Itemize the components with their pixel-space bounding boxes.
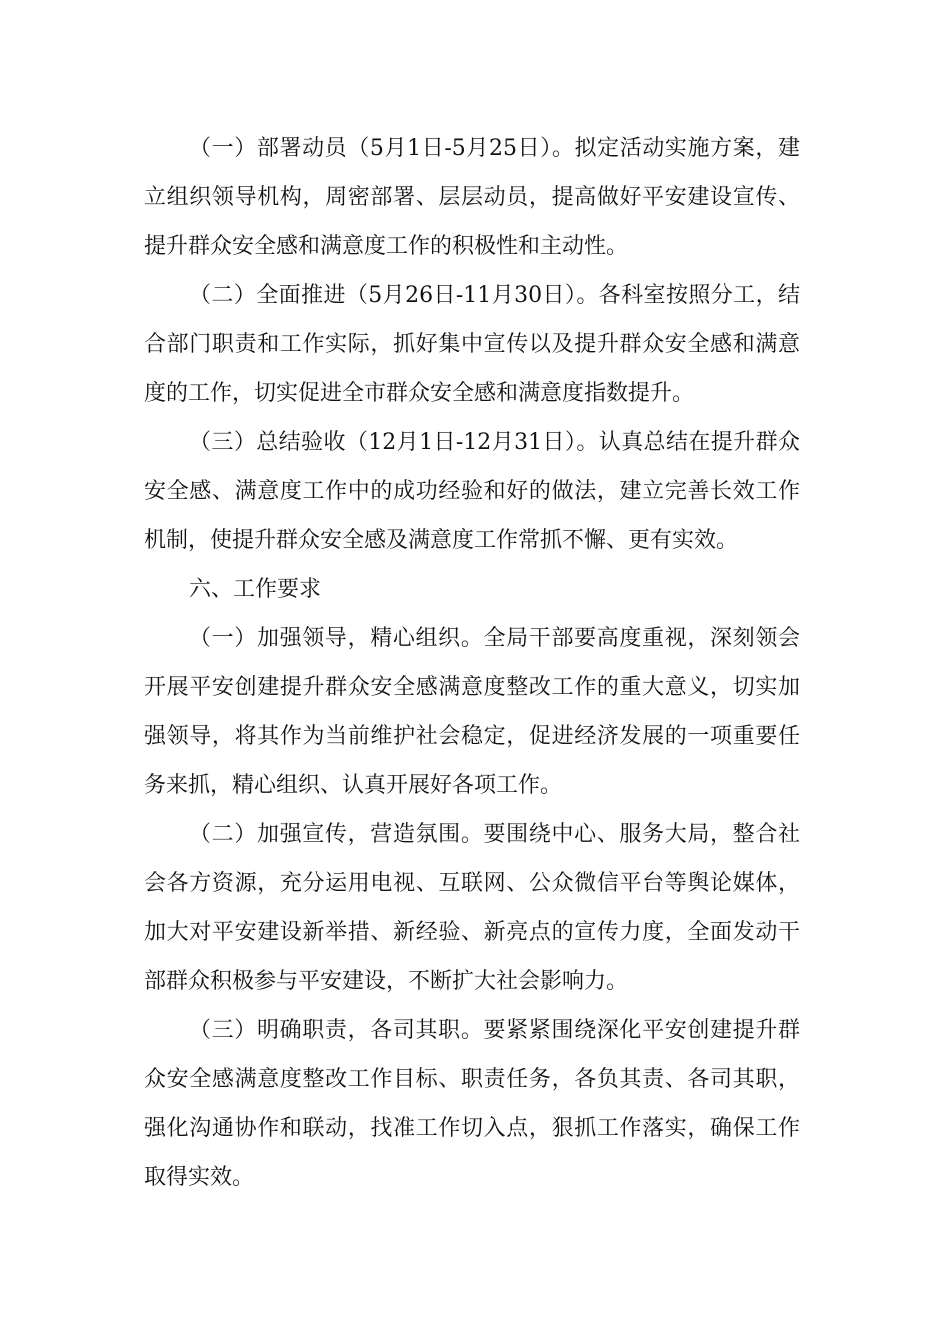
- paragraph-requirement-three: （三）明确职责，各司其职。要紧紧围绕深化平安创建提升群众安全感满意度整改工作目标、职责任务，各负其责、各司其职，强化沟通协作和联动，找准工作切入点，狠抓工作落实，确保工作取得实效。: [144, 1018, 800, 1190]
- paragraph-phase-three: （三）总结验收（12月1日-12月31日）。认真总结在提升群众安全感、满意度工作中的成功经验和好的做法，建立完善长效工作机制，使提升群众安全感及满意度工作常抓不懈、更有实效。: [144, 430, 800, 553]
- paragraph-phase-two: （二）全面推进（5月26日-11月30日）。各科室按照分工，结合部门职责和工作实际，抓好集中宣传以及提升群众安全感和满意度的工作，切实促进全市群众安全感和满意度指数提升。: [144, 283, 800, 406]
- paragraph-requirement-one: （一）加强领导，精心组织。全局干部要高度重视，深刻领会开展平安创建提升群众安全感满意度整改工作的重大意义，切实加强领导，将其作为当前维护社会稳定，促进经济发展的一项重要任务来抓，精心组织、认真开展好各项工作。: [144, 626, 800, 798]
- document-body: [144, 124, 800, 1202]
- paragraph-requirement-two: （二）加强宣传，营造氛围。要围绕中心、服务大局，整合社会各方资源，充分运用电视、互联网、公众微信平台等舆论媒体，加大对平安建设新举措、新经验、新亮点的宣传力度，全面发动干部群众积极参与平安建设，不断扩大社会影响力。: [144, 822, 800, 994]
- section-heading-work-requirements: 六、工作要求: [189, 577, 322, 602]
- paragraph-phase-one: （一）部署动员（5月1日-5月25日）。拟定活动实施方案，建立组织领导机构，周密部署、层层动员，提高做好平安建设宣传、提升群众安全感和满意度工作的积极性和主动性。: [144, 136, 800, 259]
